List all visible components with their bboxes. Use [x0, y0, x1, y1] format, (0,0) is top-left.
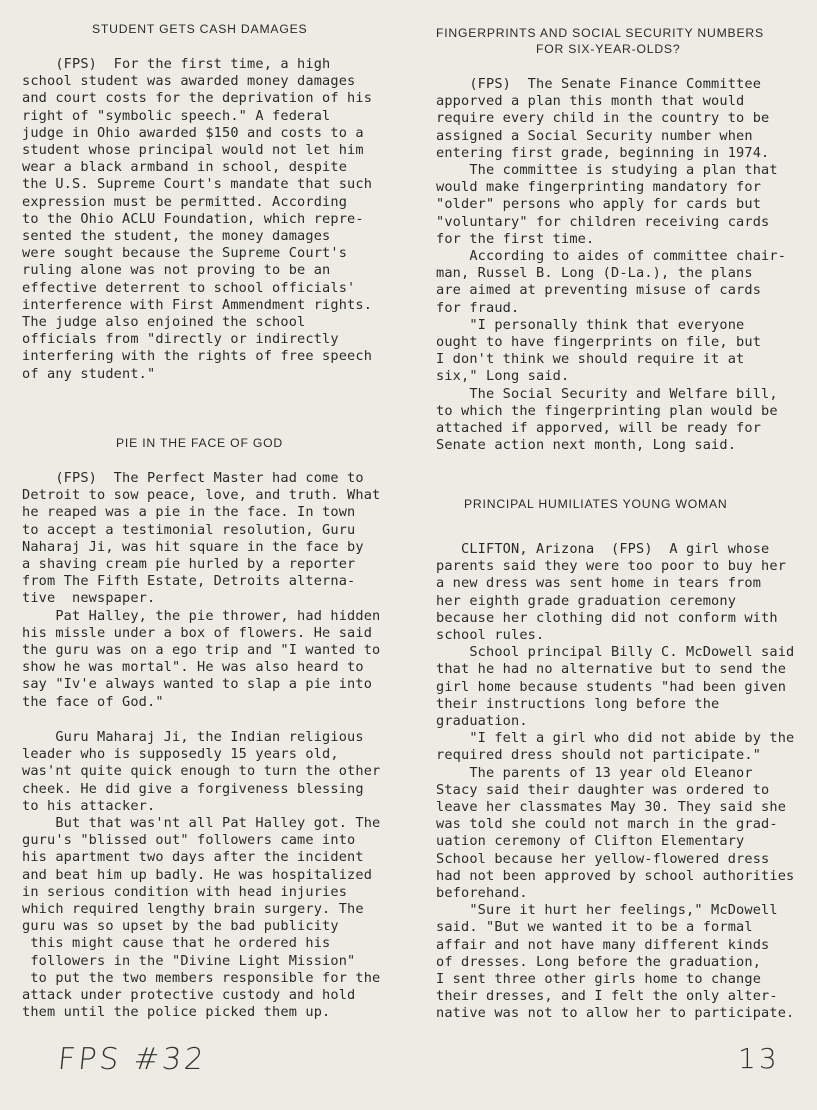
article-line: require every child in the country to be: [436, 110, 770, 127]
article-line: cheek. He did give a forgiveness blessing: [22, 780, 364, 797]
article-line: "I personally think that everyone: [436, 316, 745, 333]
handwritten-page-number: 13: [738, 1042, 780, 1075]
article-line: beforehand.: [436, 885, 528, 901]
article-line: (FPS) The Senate Finance Committee: [436, 76, 762, 92]
article-line: effective deterrent to school officials': [22, 279, 356, 296]
article-line: School principal Billy C. McDowell said: [436, 644, 795, 661]
article-line: from The Fifth Estate, Detroits alterna-: [22, 573, 356, 590]
article-line: say "Iv'e always wanted to slap a pie into: [22, 676, 373, 693]
article-line: said. "But we wanted it to be a formal: [436, 919, 753, 936]
article-line: for the first time.: [436, 230, 595, 247]
article-line: girl home because students "had been given: [436, 678, 787, 695]
article-line: wear a black armband in school, despite: [22, 159, 348, 176]
article-title: STUDENT GETS CASH DAMAGES: [92, 22, 308, 36]
article-line: show he was mortal". He was also heard to: [22, 659, 364, 676]
article-line: leave her classmates May 30. They said she: [436, 799, 787, 815]
article-line: guru was so upset by the bad publicity: [22, 918, 339, 935]
article-line: ought to have fingerprints on file, but: [436, 334, 762, 350]
article-line: Senate action next month, Long said.: [436, 437, 737, 454]
article-line: her eighth grade graduation ceremony: [436, 592, 737, 609]
article-line: a shaving cream pie hurled by a reporter: [22, 556, 356, 572]
article-line: would make fingerprinting mandatory for: [436, 179, 762, 196]
article-line: Stacy said their daughter was ordered to: [436, 781, 770, 798]
article-line: uation ceremony of Clifton Elementary: [436, 833, 745, 850]
article-line: their instructions long before the: [436, 695, 720, 712]
article-line: Pat Halley, the pie thrower, had hidden: [22, 607, 381, 624]
article-line: school student was awarded money damages: [22, 73, 356, 90]
article-line: school rules.: [436, 627, 545, 643]
article-line: entering first grade, beginning in 1974.: [436, 144, 770, 161]
article-line: that he had no alternative but to send the: [436, 661, 787, 678]
article-line: to which the fingerprinting plan would be: [436, 402, 778, 419]
article-line: assigned a Social Security number when: [436, 127, 753, 144]
article-line: Detroit to sow peace, love, and truth. What: [22, 487, 381, 504]
article-line: the face of God.": [22, 693, 164, 710]
article-line: guru's "blissed out" followers came into: [22, 832, 356, 849]
article-line: native was not to allow her to participate.: [436, 1005, 795, 1022]
article-line: CLIFTON, Arizona (FPS) A girl whose: [436, 541, 770, 557]
article-line: attack under protective custody and hold: [22, 987, 356, 1003]
article-line: affair and not have many different kinds: [436, 936, 770, 953]
article-title: PIE IN THE FACE OF GOD: [116, 436, 284, 450]
article-line: had not been approved by school authorities: [436, 867, 795, 884]
article-line: apporved a plan this month that would: [436, 93, 745, 110]
article-line: his apartment two days after the incident: [22, 849, 364, 866]
article-line: "Sure it hurt her feelings," McDowell: [436, 902, 778, 919]
article-line: and court costs for the deprivation of his: [22, 90, 373, 107]
article-line: The committee is studying a plan that: [436, 162, 778, 178]
article-line: to his attacker.: [22, 797, 156, 814]
article-line: expression must be permitted. According: [22, 193, 348, 210]
article-line: The judge also enjoined the school: [22, 314, 306, 330]
article-line: because her clothing did not conform with: [436, 609, 778, 626]
article-line: he reaped was a pie in the face. In town: [22, 504, 356, 521]
article-line: in serious condition with head injuries: [22, 883, 348, 900]
article-line: his missle under a box of flowers. He said: [22, 624, 373, 641]
article-line: this might cause that he ordered his: [22, 935, 331, 952]
article-line: The Social Security and Welfare bill,: [436, 385, 778, 402]
article-line: required dress should not participate.": [436, 747, 762, 764]
article-line: which required lengthy brain surgery. The: [22, 901, 364, 917]
article-line: are aimed at preventing misuse of cards: [436, 282, 762, 299]
article-line: parents said they were too poor to buy her: [436, 558, 787, 575]
article-line: their dresses, and I felt the only alter-: [436, 988, 778, 1005]
article-line: of dresses. Long before the graduation,: [436, 953, 762, 970]
article-line: followers in the "Divine Light Mission": [22, 952, 356, 969]
article-line: officials from "directly or indirectly: [22, 331, 339, 348]
article-line: the U.S. Supreme Court's mandate that such: [22, 176, 373, 193]
article-line: (FPS) For the first time, a high: [22, 56, 331, 72]
article-line: right of "symbolic speech." A federal: [22, 107, 331, 124]
article-line: and beat him up badly. He was hospitalized: [22, 866, 373, 883]
article-line: was'nt quite quick enough to turn the other: [22, 763, 381, 780]
article-line: "voluntary" for children receiving cards: [436, 213, 770, 230]
article-line: to the Ohio ACLU Foundation, which repre-: [22, 210, 364, 227]
article-line: "older" persons who apply for cards but: [436, 196, 762, 213]
article-line: of any student.": [22, 365, 156, 382]
article-line: "I felt a girl who did not abide by the: [436, 730, 795, 747]
article-line: man, Russel B. Long (D-La.), the plans: [436, 265, 753, 282]
article-line: were sought because the Supreme Court's: [22, 245, 348, 262]
article-title: PRINCIPAL HUMILIATES YOUNG WOMAN: [464, 497, 728, 511]
handwritten-issue-number: FPS #32: [56, 1042, 209, 1077]
article-line: tive newspaper.: [22, 590, 156, 607]
article-line: interfering with the rights of free speech: [22, 348, 373, 365]
article-line: leader who is supposedly 15 years old,: [22, 746, 339, 763]
article-line: for fraud.: [436, 299, 520, 316]
article-line: was told she could not march in the grad-: [436, 816, 778, 833]
article-line: six," Long said.: [436, 368, 570, 385]
article-line: School because her yellow-flowered dress: [436, 850, 770, 867]
article-line: Naharaj Ji, was hit square in the face by: [22, 538, 364, 555]
article-line: But that was'nt all Pat Halley got. The: [22, 815, 381, 831]
article-subtitle: FOR SIX-YEAR-OLDS?: [536, 42, 681, 56]
article-line: to accept a testimonial resolution, Guru: [22, 521, 356, 538]
article-line: ruling alone was not proving to be an: [22, 262, 331, 279]
article-line: I don't think we should require it at: [436, 351, 745, 368]
article-line: them until the police picked them up.: [22, 1004, 331, 1021]
article-line: According to aides of committee chair-: [436, 248, 787, 264]
article-line: student whose principal would not let him: [22, 142, 364, 158]
article-line: I sent three other girls home to change: [436, 971, 762, 987]
article-line: (FPS) The Perfect Master had come to: [22, 470, 364, 486]
article-line: graduation.: [436, 713, 528, 729]
article-line: Guru Maharaj Ji, the Indian religious: [22, 729, 364, 745]
article-line: attached if apporved, will be ready for: [436, 420, 762, 436]
article-line: to put the two members responsible for the: [22, 969, 381, 986]
article-line: judge in Ohio awarded $150 and costs to a: [22, 124, 364, 141]
article-line: The parents of 13 year old Eleanor: [436, 764, 753, 781]
article-line: interference with First Ammendment rights.: [22, 296, 373, 313]
article-line: the guru was on a ego trip and "I wanted to: [22, 642, 381, 658]
article-line: a new dress was sent home in tears from: [436, 575, 762, 592]
article-line: sented the student, the money damages: [22, 228, 331, 244]
article-title: FINGERPRINTS AND SOCIAL SECURITY NUMBERS: [436, 26, 764, 40]
